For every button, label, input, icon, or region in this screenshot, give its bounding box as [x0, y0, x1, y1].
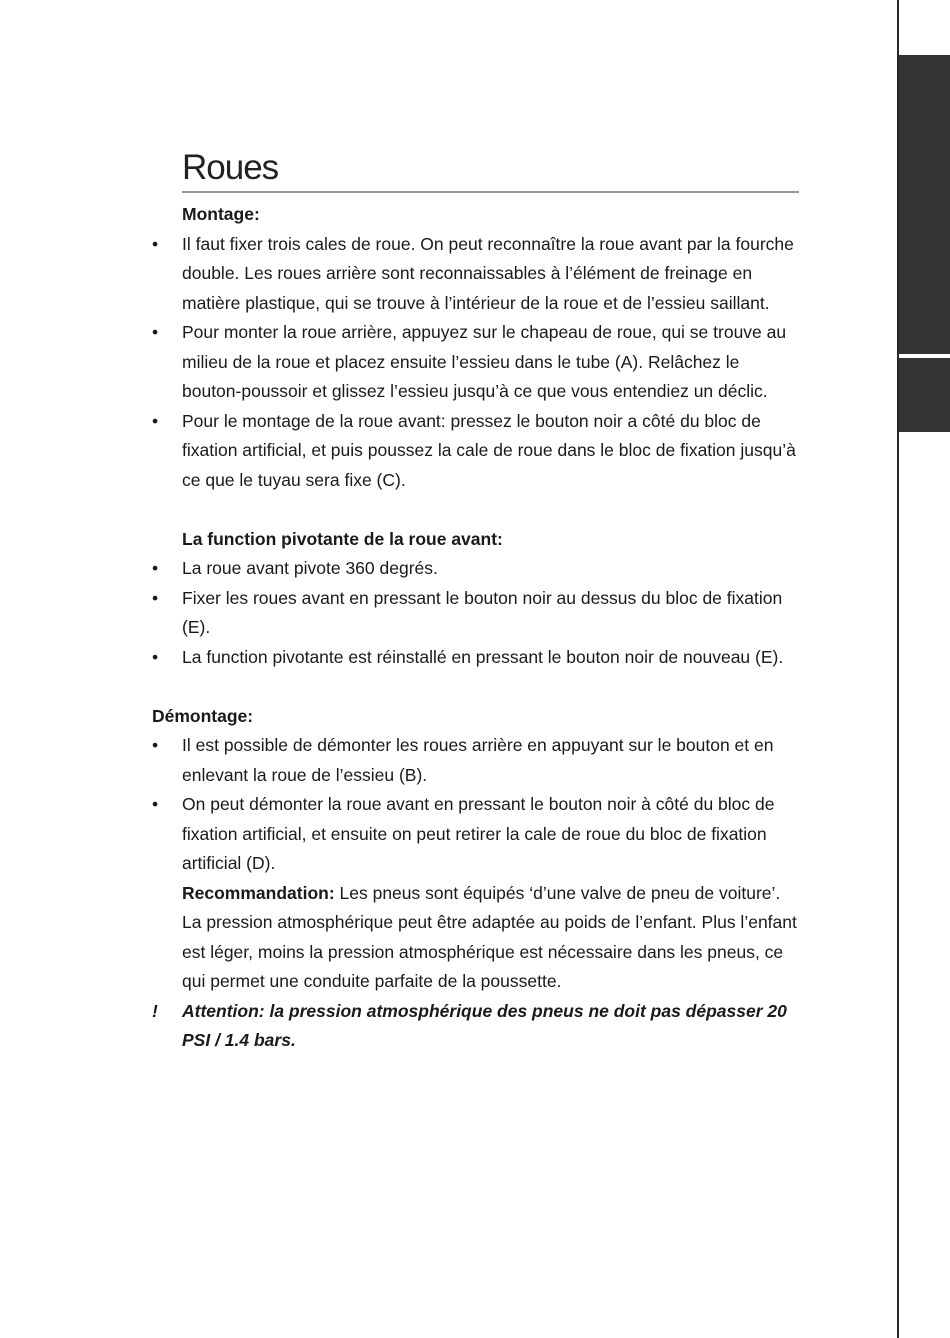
list-item-text: Fixer les roues avant en pressant le bouton noir au dessus du bloc de fixation (E).: [182, 587, 783, 637]
page-content: [152, 148, 802, 1056]
pivot-heading: La function pivotante de la roue avant:: [182, 528, 503, 549]
list-item-text: La roue avant pivote 360 degrés.: [182, 558, 438, 578]
spacer: [152, 495, 802, 525]
demontage-heading: Démontage:: [152, 705, 254, 726]
list-item: [152, 584, 802, 643]
bullet-icon: •: [152, 794, 159, 814]
attention-text: Attention: la pression atmosphérique des pneus ne doit pas dépasser 20 PSI / 1.4 bars.: [182, 1000, 787, 1050]
attention-note: [152, 997, 802, 1056]
bullet-icon: •: [152, 646, 159, 667]
spacer: [152, 672, 802, 702]
list-item: [152, 790, 802, 879]
list-item: [152, 731, 802, 790]
page-title: Roues: [182, 148, 279, 187]
recommendation-paragraph: [152, 879, 802, 997]
list-item-text: Il faut fixer trois cales de roue. On peut reconnaître la roue avant par la fourche double. Les roues arrière sont reconnaissables à l’élément de freinage en matière plastique, qui se trouve à l’intérieur de la roue et de l’essieu saillant.: [182, 233, 794, 313]
list-item-text: Pour le montage de la roue avant: pressez le bouton noir a côté du bloc de fixation artificial, et puis poussez la cale de roue dans le bloc de fixation jusqu’à ce que le tuyau sera fixe (C).: [182, 410, 796, 490]
bullet-icon: •: [152, 322, 159, 342]
bullet-icon: •: [152, 410, 159, 431]
list-item: [152, 407, 802, 496]
list-item-text: Pour monter la roue arrière, appuyez sur le chapeau de roue, qui se trouve au milieu de la roue et placez ensuite l’essieu dans le tube (A). Relâchez le bouton-poussoir et glissez l’essieu jusqu’à ce que vous entendiez un déclic.: [182, 322, 787, 401]
recommendation-text: Les pneus sont équipés ‘d’une valve de pneu de voiture’. La pression atmosphérique peut être adaptée au poids de l’enfant. Plus l’enfant est léger, moins la pression atmosphérique est nécessaire dans les pneus, ce qui permet une conduite parfaite de la poussette.: [182, 882, 797, 991]
pivot-list: [152, 554, 802, 672]
list-item-text: La function pivotante est réinstallé en pressant le bouton noir de nouveau (E).: [182, 646, 784, 667]
section-tab-upper: [899, 55, 950, 354]
list-item: [152, 318, 802, 407]
list-item: [152, 554, 802, 584]
demontage-list: [152, 731, 802, 879]
montage-list: [152, 230, 802, 496]
bullet-icon: •: [152, 233, 159, 254]
montage-heading: Montage:: [182, 204, 260, 224]
bullet-icon: •: [152, 558, 159, 578]
list-item-text: Il est possible de démonter les roues arrière en appuyant sur le bouton et en enlevant la roue de l’essieu (B).: [182, 735, 774, 785]
warning-icon: !: [152, 1000, 158, 1021]
bullet-icon: •: [152, 735, 159, 755]
list-item: [152, 643, 802, 673]
bullet-icon: •: [152, 587, 159, 608]
title-underline: [182, 191, 799, 193]
section-tab-lower: [899, 358, 950, 432]
list-item: [152, 230, 802, 319]
recommendation-label: Recommandation:: [182, 882, 335, 903]
list-item-text: On peut démonter la roue avant en pressant le bouton noir à côté du bloc de fixation artificial, et ensuite on peut retirer la cale de roue du bloc de fixation artificial (D).: [182, 794, 775, 873]
